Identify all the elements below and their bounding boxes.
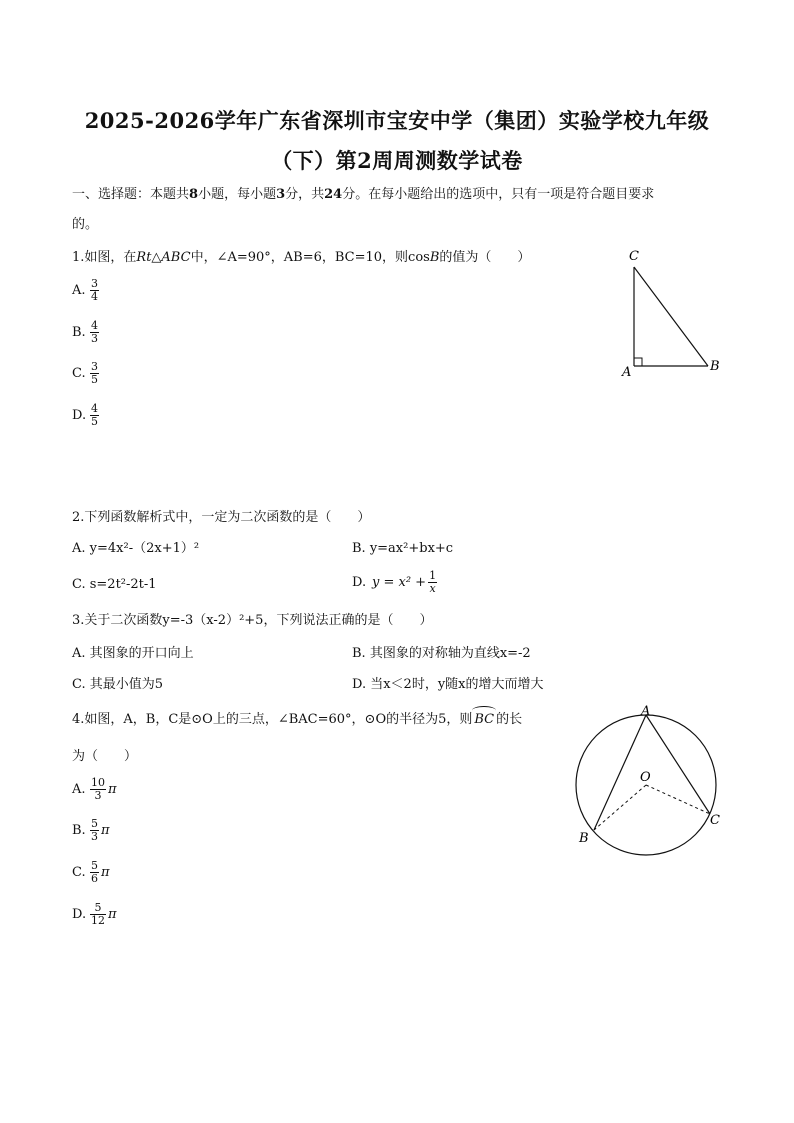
q3-option-c[interactable]: C. 其最小值为5 (72, 677, 164, 692)
chord-ac (646, 715, 710, 814)
question-2-stem: 2.下列函数解析式中，一定为二次函数的是（ ） (72, 510, 371, 525)
exam-title-line2: （下）第2周周测数学试卷 (271, 148, 523, 173)
q3-option-d[interactable]: D. 当x＜2时，y随x的增大而增大 (352, 677, 544, 692)
exam-title-line1: 2025-2026学年广东省深圳市宝安中学（集团）实验学校九年级 (84, 108, 710, 133)
label-b: B (579, 831, 589, 846)
question-1-stem: 1.如图，在Rt△ABC中，∠A=90°，AB=6，BC=10，则cosB的值为（ ） (72, 250, 531, 265)
q4-circle-figure (570, 700, 730, 860)
q3-option-b[interactable]: B. 其图象的对称轴为直线x=-2 (352, 646, 531, 661)
radius-ob (594, 785, 646, 830)
arc-bc: BC (472, 712, 496, 728)
label-c: C (710, 813, 720, 828)
label-o: O (640, 770, 651, 785)
section-instructions-line2: 的。 (72, 217, 99, 232)
q2-option-a[interactable]: A. y=4x²-（2x+1）² (72, 541, 200, 556)
q2-option-b[interactable]: B. y=ax²+bx+c (352, 541, 454, 556)
side-bc (634, 267, 708, 366)
label-c: C (629, 249, 639, 264)
arc-symbol (472, 706, 496, 715)
q4-option-a[interactable]: A. $\frac{10}{3}$ π (72, 776, 117, 802)
q4-option-c[interactable]: C. $\frac{5}{6}$ π (72, 859, 110, 885)
q1-option-b[interactable]: B. $\frac{4}{3}$ (72, 319, 98, 345)
label-a: A (622, 365, 632, 380)
question-3-stem: 3.关于二次函数y=-3（x-2）²+5，下列说法正确的是（ ） (72, 613, 433, 628)
q2-option-c[interactable]: C. s=2t²-2t-1 (72, 577, 157, 592)
q4-option-b[interactable]: B. $\frac{5}{3}$ π (72, 817, 110, 843)
right-angle-mark (634, 358, 642, 366)
label-a: A (641, 704, 651, 719)
chord-ab (594, 715, 646, 830)
q1-option-a[interactable]: A. $\frac{3}{4}$ (72, 277, 98, 303)
label-b: B (710, 359, 720, 374)
q3-option-a[interactable]: A. 其图象的开口向上 (72, 646, 194, 661)
question-4-stem-line2: 为（ ） (72, 749, 138, 764)
q1-option-c[interactable]: C. $\frac{3}{5}$ (72, 360, 98, 386)
q4-option-d[interactable]: D. $\frac{5}{12}$ π (72, 901, 117, 927)
question-4-stem: 4.如图，A，B，C是⊙O上的三点，∠BAC=60°，⊙O的半径为5，则 BC 的长 (72, 712, 522, 728)
q1-triangle-figure (615, 245, 730, 380)
q2-option-d[interactable]: D. y = x² + $\frac{1}{x}$ (352, 569, 437, 595)
section-instructions: 一、选择题：本题共8小题，每小题3分，共24分。在每小题给出的选项中，只有一项是符合题目要求 (72, 187, 655, 202)
q1-option-d[interactable]: D. $\frac{4}{5}$ (72, 402, 98, 428)
